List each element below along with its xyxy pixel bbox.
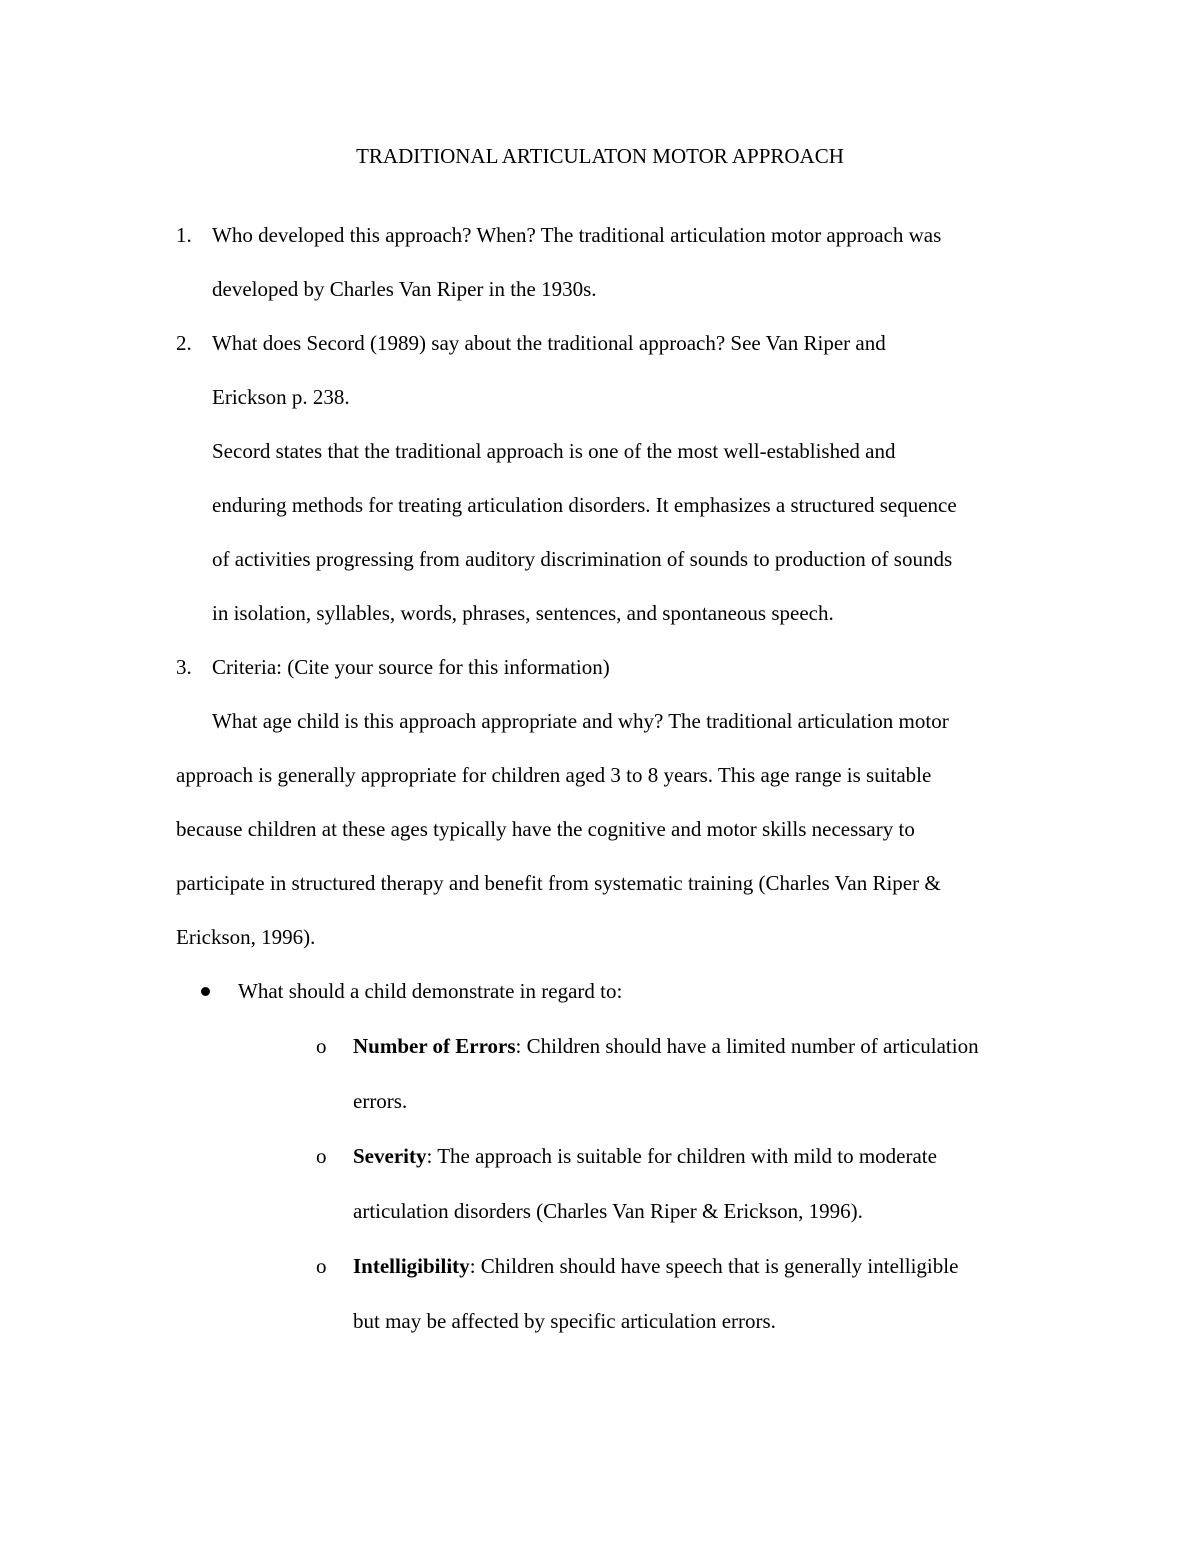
paragraph-line-2: approach is generally appropriate for children aged 3 to 8 years. This age range is suitable xyxy=(176,763,932,787)
item-1-line-1: Who developed this approach? When? The traditional articulation motor approach was xyxy=(212,223,942,247)
item-2-line-1: What does Secord (1989) say about the traditional approach? See Van Riper and xyxy=(212,331,886,355)
item-2-answer-line-3: of activities progressing from auditory discrimination of sounds to production of sounds xyxy=(212,547,953,571)
bullet-text: What should a child demonstrate in regard to: xyxy=(238,979,623,1003)
subitem-1-text: : Children should have a limited number of articulation xyxy=(515,1034,979,1058)
paragraph-line-3: because children at these ages typically have the cognitive and motor skills necessary to xyxy=(176,817,915,841)
sub-bullet-marker-1: o xyxy=(316,1034,327,1058)
subitem-1-line-1 xyxy=(353,1032,979,1060)
list-number-2: 2. xyxy=(176,331,192,355)
subitem-1-line-2: errors. xyxy=(353,1089,408,1113)
subitem-3-line-1 xyxy=(353,1252,958,1280)
item-2-line-2: Erickson p. 238. xyxy=(212,385,350,409)
paragraph-line-1: What age child is this approach appropriate and why? The traditional articulation motor xyxy=(212,709,949,733)
subitem-2-text: : The approach is suitable for children with mild to moderate xyxy=(426,1144,937,1168)
item-2-answer-line-2: enduring methods for treating articulation disorders. It emphasizes a structured sequence xyxy=(212,493,957,517)
paragraph-line-5: Erickson, 1996). xyxy=(176,925,316,949)
document-title: TRADITIONAL ARTICULATON MOTOR APPROACH xyxy=(356,144,844,168)
item-1-line-2: developed by Charles Van Riper in the 1930s. xyxy=(212,277,597,301)
sub-bullet-marker-3: o xyxy=(316,1254,327,1278)
subitem-1-term: Number of Errors xyxy=(353,1034,516,1058)
subitem-2-term: Severity xyxy=(353,1144,427,1168)
bullet-icon xyxy=(201,987,210,996)
subitem-2-line-2: articulation disorders (Charles Van Riper & Erickson, 1996). xyxy=(353,1199,863,1223)
sub-bullet-marker-2: o xyxy=(316,1144,327,1168)
list-number-1: 1. xyxy=(176,223,192,247)
subitem-3-line-2: but may be affected by specific articulation errors. xyxy=(353,1309,776,1333)
subitem-2-line-1 xyxy=(353,1142,937,1170)
subitem-3-text: : Children should have speech that is generally intelligible xyxy=(469,1254,959,1278)
subitem-3-term: Intelligibility xyxy=(353,1254,470,1278)
paragraph-line-4: participate in structured therapy and benefit from systematic training (Charles Van Riper & xyxy=(176,871,941,895)
item-3-line-1: Criteria: (Cite your source for this information) xyxy=(212,655,610,679)
list-number-3: 3. xyxy=(176,655,192,679)
item-2-answer-line-4: in isolation, syllables, words, phrases, sentences, and spontaneous speech. xyxy=(212,601,834,625)
item-2-answer-line-1: Secord states that the traditional approach is one of the most well-established and xyxy=(212,439,896,463)
